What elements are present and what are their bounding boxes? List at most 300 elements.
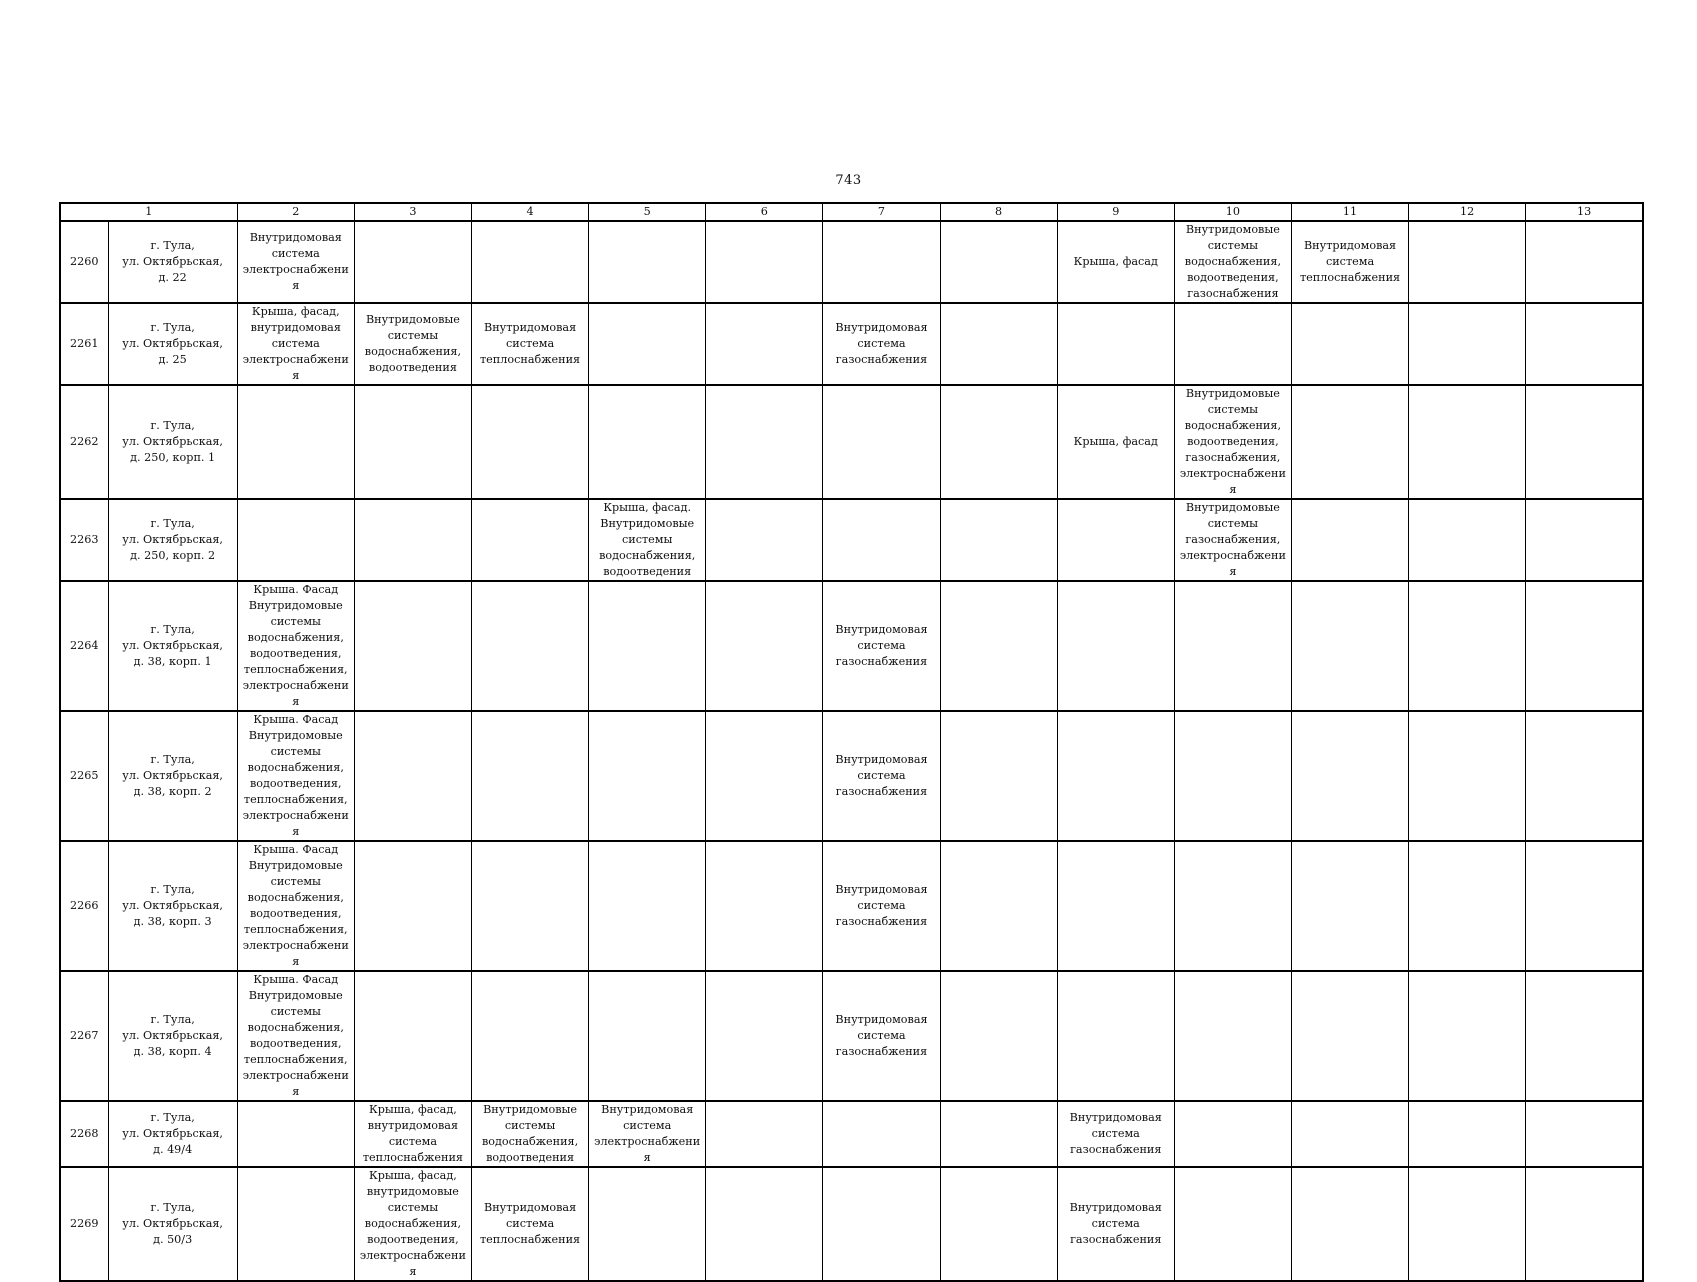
work-line: Крыша, фасад	[1073, 255, 1158, 268]
work-cell-col-4	[471, 711, 588, 841]
row-number: 2263	[60, 499, 108, 581]
work-line: водоотведения,	[367, 1233, 459, 1246]
table-row	[60, 1101, 1643, 1167]
work-cell-col-13	[1526, 385, 1643, 499]
work-line: система	[857, 639, 906, 652]
work-cell-col-11	[1291, 1101, 1408, 1167]
work-cell-col-3	[354, 711, 471, 841]
work-cell-col-2	[237, 221, 354, 303]
work-line: Крыша, фасад	[1073, 435, 1158, 448]
work-cell-col-3	[354, 499, 471, 581]
work-cell-col-6	[706, 385, 823, 499]
address-cell	[108, 971, 237, 1101]
work-line: водоснабжения,	[247, 1021, 344, 1034]
work-line: Внутридомовые	[1185, 387, 1280, 400]
work-cell-col-9	[1057, 711, 1174, 841]
work-cell-col-5	[589, 841, 706, 971]
work-line: водоснабжения,	[364, 1217, 462, 1230]
work-cell-col-7	[823, 385, 940, 499]
work-cell-col-3	[354, 221, 471, 303]
table-row	[60, 221, 1643, 303]
table-row	[60, 1167, 1643, 1281]
work-cell-col-12	[1409, 581, 1526, 711]
work-cell-col-4	[471, 221, 588, 303]
work-cell-col-13	[1526, 221, 1643, 303]
row-number: 2264	[60, 581, 108, 711]
work-line: системы	[1207, 403, 1259, 416]
column-header: 7	[823, 203, 940, 221]
work-cell-col-7	[823, 221, 940, 303]
work-cell-col-13	[1526, 581, 1643, 711]
work-cell-col-13	[1526, 841, 1643, 971]
work-line: внутридомовая	[250, 321, 341, 334]
work-cell-col-9	[1057, 1101, 1174, 1167]
address-line: д. 38, корп. 4	[133, 1045, 212, 1058]
work-cell-col-4	[471, 581, 588, 711]
work-cell-col-5	[589, 303, 706, 385]
work-line: Внутридомовая	[1069, 1111, 1162, 1124]
table-header	[60, 203, 1643, 221]
work-cell-col-7	[823, 581, 940, 711]
work-line: система	[505, 1217, 555, 1230]
work-cell-col-7	[823, 1101, 940, 1167]
work-cell-col-8	[940, 971, 1057, 1101]
work-cell-col-11	[1291, 303, 1408, 385]
work-cell-col-9	[1057, 1167, 1174, 1281]
work-line: внутридомовые	[366, 1185, 459, 1198]
address-line: д. 250, корп. 1	[130, 451, 216, 464]
address-line: д. 49/4	[153, 1143, 193, 1156]
work-line: теплоснабжения,	[243, 793, 348, 806]
work-line: Внутридомовая	[483, 321, 577, 334]
work-line: газоснабжения	[835, 915, 928, 928]
work-line: Внутридомовые	[1185, 501, 1280, 514]
work-line: водоотведения	[368, 361, 457, 374]
work-line: системы	[1207, 517, 1259, 530]
repair-schedule-table	[59, 202, 1644, 1282]
work-line: электроснабжения	[242, 353, 349, 382]
address-line: г. Тула,	[150, 419, 195, 432]
work-cell-col-4	[471, 1167, 588, 1281]
column-header: 12	[1409, 203, 1526, 221]
address-cell	[108, 385, 237, 499]
work-cell-col-5	[589, 499, 706, 581]
address-line: д. 25	[158, 353, 187, 366]
address-line: д. 22	[158, 271, 187, 284]
table-row	[60, 841, 1643, 971]
work-line: водоснабжения,	[481, 1135, 579, 1148]
table-row	[60, 581, 1643, 711]
work-cell-col-7	[823, 499, 940, 581]
work-cell-col-2	[237, 1167, 354, 1281]
work-cell-col-8	[940, 711, 1057, 841]
work-line: электроснабжения	[1179, 549, 1286, 578]
work-line: газоснабжения	[1070, 1233, 1162, 1246]
work-line: система	[857, 337, 906, 350]
work-line: газоснабжения,	[1185, 451, 1281, 464]
work-cell-col-11	[1291, 385, 1408, 499]
work-cell-col-2	[237, 303, 354, 385]
work-cell-col-8	[940, 385, 1057, 499]
address-line: г. Тула,	[150, 623, 195, 636]
work-cell-col-12	[1409, 499, 1526, 581]
work-line: газоснабжения,	[1185, 533, 1281, 546]
work-cell-col-6	[706, 841, 823, 971]
work-cell-col-12	[1409, 1101, 1526, 1167]
work-cell-col-4	[471, 385, 588, 499]
table-body	[60, 221, 1643, 1281]
work-line: водоотведения	[486, 1151, 575, 1164]
address-line: г. Тула,	[150, 1201, 195, 1214]
column-header: 4	[471, 203, 588, 221]
column-header: 3	[354, 203, 471, 221]
address-line: г. Тула,	[150, 239, 195, 252]
work-cell-col-6	[706, 221, 823, 303]
work-cell-col-13	[1526, 303, 1643, 385]
work-cell-col-10	[1174, 499, 1291, 581]
work-line: электроснабжения	[242, 939, 349, 968]
work-line: система	[271, 337, 320, 350]
work-line: Внутридомовые	[600, 517, 695, 530]
work-line: внутридомовая	[367, 1119, 459, 1132]
work-line: Внутридомовые	[248, 729, 343, 742]
work-cell-col-10	[1174, 385, 1291, 499]
work-cell-col-12	[1409, 841, 1526, 971]
work-line: системы	[270, 615, 321, 628]
work-line: теплоснабжения,	[243, 1053, 348, 1066]
work-cell-col-13	[1526, 1101, 1643, 1167]
address-line: д. 38, корп. 1	[133, 655, 212, 668]
column-header: 1	[60, 203, 237, 221]
work-line: Внутридомовые	[1185, 223, 1280, 236]
work-cell-col-4	[471, 971, 588, 1101]
work-cell-col-6	[706, 499, 823, 581]
work-cell-col-8	[940, 499, 1057, 581]
address-line: г. Тула,	[150, 1013, 195, 1026]
work-cell-col-9	[1057, 581, 1174, 711]
work-line: теплоснабжения	[362, 1151, 463, 1164]
work-cell-col-2	[237, 1101, 354, 1167]
work-cell-col-2	[237, 385, 354, 499]
column-header: 9	[1057, 203, 1174, 221]
work-line: электроснабжения	[242, 809, 349, 838]
work-line: Внутридомовая	[835, 753, 928, 766]
work-cell-col-2	[237, 581, 354, 711]
work-cell-col-10	[1174, 581, 1291, 711]
work-line: электроснабжения	[359, 1249, 466, 1278]
work-line: водоснабжения,	[364, 345, 462, 358]
address-line: ул. Октябрьская,	[122, 533, 223, 546]
work-line: Внутридомовая	[1069, 1201, 1162, 1214]
work-cell-col-3	[354, 971, 471, 1101]
work-line: водоснабжения,	[247, 631, 344, 644]
address-line: ул. Октябрьская,	[122, 1217, 223, 1230]
address-cell	[108, 841, 237, 971]
work-line: системы	[1207, 239, 1259, 252]
work-line: Внутридомовые	[365, 313, 460, 326]
work-cell-col-11	[1291, 499, 1408, 581]
work-line: водоснабжения,	[1184, 255, 1282, 268]
work-line: Внутридомовые	[248, 859, 343, 872]
work-cell-col-7	[823, 1167, 940, 1281]
work-cell-col-7	[823, 711, 940, 841]
work-cell-col-5	[589, 221, 706, 303]
work-cell-col-10	[1174, 303, 1291, 385]
work-cell-col-6	[706, 303, 823, 385]
column-header: 11	[1291, 203, 1408, 221]
work-cell-col-8	[940, 1101, 1057, 1167]
column-header: 8	[940, 203, 1057, 221]
row-number: 2262	[60, 385, 108, 499]
work-line: Крыша. Фасад	[253, 713, 339, 726]
address-cell	[108, 499, 237, 581]
work-cell-col-2	[237, 499, 354, 581]
row-number: 2269	[60, 1167, 108, 1281]
work-cell-col-12	[1409, 221, 1526, 303]
work-line: Внутридомовая	[835, 321, 928, 334]
work-line: системы	[387, 1201, 439, 1214]
work-line: система	[388, 1135, 437, 1148]
work-line: газоснабжения	[835, 1045, 928, 1058]
work-line: водоснабжения,	[599, 549, 696, 562]
work-line: Внутридомовая	[249, 231, 342, 244]
work-cell-col-10	[1174, 841, 1291, 971]
work-line: Крыша, фасад,	[251, 305, 340, 318]
work-cell-col-12	[1409, 711, 1526, 841]
work-cell-col-9	[1057, 303, 1174, 385]
work-cell-col-11	[1291, 581, 1408, 711]
work-line: теплоснабжения	[479, 353, 581, 366]
work-line: Внутридомовые	[483, 1103, 578, 1116]
work-cell-col-4	[471, 499, 588, 581]
work-line: газоснабжения	[1187, 287, 1279, 300]
address-line: ул. Октябрьская,	[122, 435, 223, 448]
work-line: водоотведения,	[250, 777, 342, 790]
address-line: ул. Октябрьская,	[122, 1127, 223, 1140]
work-cell-col-13	[1526, 499, 1643, 581]
work-cell-col-8	[940, 303, 1057, 385]
address-line: г. Тула,	[150, 1111, 195, 1124]
work-line: газоснабжения	[1070, 1143, 1162, 1156]
column-header: 2	[237, 203, 354, 221]
table-row	[60, 499, 1643, 581]
work-line: теплоснабжения,	[243, 923, 348, 936]
work-cell-col-3	[354, 385, 471, 499]
header-row	[60, 203, 1643, 221]
work-cell-col-13	[1526, 1167, 1643, 1281]
work-line: Крыша. Фасад	[253, 843, 339, 856]
work-line: электроснабжения	[242, 679, 349, 708]
address-line: г. Тула,	[150, 321, 195, 334]
work-cell-col-11	[1291, 971, 1408, 1101]
work-line: система	[857, 899, 906, 912]
work-line: Внутридомовая	[835, 1013, 928, 1026]
work-line: система	[505, 337, 555, 350]
row-number: 2267	[60, 971, 108, 1101]
work-cell-col-10	[1174, 1167, 1291, 1281]
table-row	[60, 711, 1643, 841]
column-header: 5	[589, 203, 706, 221]
work-cell-col-12	[1409, 971, 1526, 1101]
work-cell-col-5	[589, 581, 706, 711]
work-line: системы	[270, 1005, 321, 1018]
address-line: г. Тула,	[150, 883, 195, 896]
work-line: водоотведения,	[1187, 435, 1279, 448]
work-line: теплоснабжения,	[243, 663, 348, 676]
work-cell-col-12	[1409, 1167, 1526, 1281]
work-line: системы	[621, 533, 673, 546]
work-cell-col-12	[1409, 385, 1526, 499]
work-line: теплоснабжения	[1299, 271, 1401, 284]
work-cell-col-5	[589, 385, 706, 499]
address-line: ул. Октябрьская,	[122, 255, 223, 268]
column-header: 13	[1526, 203, 1643, 221]
work-cell-col-3	[354, 841, 471, 971]
table-row	[60, 303, 1643, 385]
work-line: электроснабжения	[242, 263, 349, 292]
address-cell	[108, 581, 237, 711]
work-cell-col-11	[1291, 221, 1408, 303]
work-line: Внутридомовая	[835, 623, 928, 636]
work-line: газоснабжения	[835, 353, 928, 366]
row-number: 2268	[60, 1101, 108, 1167]
work-line: Крыша, фасад,	[369, 1169, 457, 1182]
work-cell-col-5	[589, 1167, 706, 1281]
work-cell-col-10	[1174, 221, 1291, 303]
work-cell-col-8	[940, 1167, 1057, 1281]
work-cell-col-7	[823, 303, 940, 385]
work-cell-col-5	[589, 971, 706, 1101]
work-line: электроснабжения	[594, 1135, 701, 1164]
work-line: Внутридомовая	[835, 883, 928, 896]
address-cell	[108, 221, 237, 303]
row-number: 2265	[60, 711, 108, 841]
work-cell-col-8	[940, 841, 1057, 971]
address-line: ул. Октябрьская,	[122, 337, 223, 350]
work-cell-col-2	[237, 971, 354, 1101]
work-line: газоснабжения	[835, 785, 928, 798]
table-row	[60, 385, 1643, 499]
address-cell	[108, 1167, 237, 1281]
row-number: 2260	[60, 221, 108, 303]
work-cell-col-3	[354, 581, 471, 711]
work-cell-col-10	[1174, 711, 1291, 841]
table-row	[60, 971, 1643, 1101]
work-cell-col-9	[1057, 499, 1174, 581]
work-cell-col-10	[1174, 1101, 1291, 1167]
work-cell-col-9	[1057, 971, 1174, 1101]
address-cell	[108, 711, 237, 841]
work-cell-col-11	[1291, 1167, 1408, 1281]
work-cell-col-8	[940, 581, 1057, 711]
work-line: водоснабжения,	[1184, 419, 1282, 432]
work-line: водоснабжения,	[247, 761, 344, 774]
work-line: Крыша. Фасад	[253, 583, 339, 596]
work-cell-col-13	[1526, 711, 1643, 841]
row-number: 2261	[60, 303, 108, 385]
work-line: система	[857, 769, 906, 782]
work-line: Внутридомовая	[1303, 239, 1397, 252]
work-line: водоотведения,	[250, 907, 342, 920]
work-cell-col-4	[471, 1101, 588, 1167]
work-line: система	[1091, 1127, 1140, 1140]
address-cell	[108, 1101, 237, 1167]
work-cell-col-5	[589, 711, 706, 841]
work-line: теплоснабжения	[479, 1233, 581, 1246]
work-line: Крыша. Фасад	[253, 973, 339, 986]
work-cell-col-9	[1057, 385, 1174, 499]
work-line: система	[1325, 255, 1375, 268]
work-line: Крыша, фасад,	[369, 1103, 457, 1116]
work-line: Внутридомовая	[483, 1201, 577, 1214]
work-cell-col-4	[471, 841, 588, 971]
address-line: д. 250, корп. 2	[130, 549, 216, 562]
address-line: г. Тула,	[150, 753, 195, 766]
work-line: системы	[270, 875, 321, 888]
work-line: Крыша, фасад.	[603, 501, 692, 514]
work-cell-col-6	[706, 581, 823, 711]
work-line: система	[1091, 1217, 1140, 1230]
work-line: электроснабжения	[1179, 467, 1286, 496]
work-line: система	[271, 247, 320, 260]
address-line: ул. Октябрьская,	[122, 639, 223, 652]
address-line: г. Тула,	[150, 517, 195, 530]
work-cell-col-7	[823, 841, 940, 971]
work-cell-col-4	[471, 303, 588, 385]
work-line: система	[623, 1119, 672, 1132]
column-header: 10	[1174, 203, 1291, 221]
work-line: газоснабжения	[835, 655, 928, 668]
work-line: система	[857, 1029, 906, 1042]
work-cell-col-5	[589, 1101, 706, 1167]
address-line: ул. Октябрьская,	[122, 899, 223, 912]
column-header: 6	[706, 203, 823, 221]
work-cell-col-11	[1291, 711, 1408, 841]
work-line: системы	[270, 745, 321, 758]
work-cell-col-12	[1409, 303, 1526, 385]
work-cell-col-7	[823, 971, 940, 1101]
work-line: водоотведения,	[250, 647, 342, 660]
address-line: д. 38, корп. 3	[133, 915, 212, 928]
work-cell-col-6	[706, 1101, 823, 1167]
row-number: 2266	[60, 841, 108, 971]
work-cell-col-6	[706, 711, 823, 841]
work-cell-col-3	[354, 1167, 471, 1281]
address-line: ул. Октябрьская,	[122, 1029, 223, 1042]
work-line: водоснабжения,	[247, 891, 344, 904]
work-line: водоотведения,	[1187, 271, 1279, 284]
work-cell-col-6	[706, 971, 823, 1101]
work-line: системы	[504, 1119, 556, 1132]
work-line: водоотведения	[603, 565, 692, 578]
work-cell-col-13	[1526, 971, 1643, 1101]
address-line: д. 50/3	[153, 1233, 193, 1246]
work-cell-col-6	[706, 1167, 823, 1281]
address-line: ул. Октябрьская,	[122, 769, 223, 782]
work-cell-col-3	[354, 303, 471, 385]
address-cell	[108, 303, 237, 385]
address-line: д. 38, корп. 2	[133, 785, 212, 798]
work-cell-col-9	[1057, 841, 1174, 971]
work-cell-col-10	[1174, 971, 1291, 1101]
work-cell-col-8	[940, 221, 1057, 303]
work-line: системы	[387, 329, 439, 342]
work-cell-col-11	[1291, 841, 1408, 971]
work-cell-col-2	[237, 711, 354, 841]
work-cell-col-3	[354, 1101, 471, 1167]
work-line: Внутридомовая	[601, 1103, 694, 1116]
work-line: Внутридомовые	[248, 989, 343, 1002]
